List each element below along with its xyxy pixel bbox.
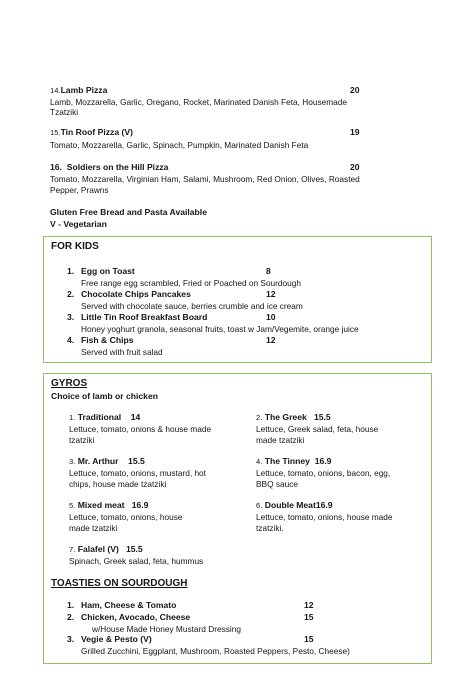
item-number: 14. <box>50 86 61 95</box>
item-price: 16.9 <box>131 500 149 510</box>
menu-item-tin-roof-pizza <box>50 127 133 138</box>
toastie-item-number: 2. <box>67 612 75 622</box>
kids-item-name: Fish & Chips <box>81 335 134 345</box>
item-name: Falafel (V) <box>77 544 119 554</box>
kids-item-description: Served with chocolate sauce, berries crumble and ice cream <box>81 301 303 311</box>
item-description: Tomato, Mozzarella, Virginian Ham, Salami, Mushroom, Red Onion, Olives, Roasted <box>50 174 360 184</box>
item-description: Tomato, Mozzarella, Garlic, Spinach, Pumpkin, Marinated Danish Feta <box>50 140 309 150</box>
gyros-item-double-meat <box>256 500 333 511</box>
item-description: Pepper, Prawns <box>50 185 109 195</box>
item-price: 16.9 <box>314 456 332 466</box>
item-number: 1. <box>69 413 76 422</box>
item-number: 4. <box>256 457 263 466</box>
item-number: 6. <box>256 501 263 510</box>
item-number: 15. <box>50 128 61 137</box>
item-description: made tzatziki <box>256 435 305 445</box>
kids-item-name: Egg on Toast <box>81 266 135 276</box>
item-number: 5. <box>69 501 76 510</box>
item-name: Traditional <box>77 412 122 422</box>
item-name: Mixed meat <box>77 500 125 510</box>
menu-item-soldiers-pizza <box>50 162 168 173</box>
toastie-item-price: 15 <box>304 634 314 644</box>
item-price: 15.5 <box>125 544 143 554</box>
kids-item-number: 2. <box>67 289 75 299</box>
item-price: 19 <box>350 127 360 137</box>
toastie-item-price: 15 <box>304 612 314 622</box>
kids-item-number: 4. <box>67 335 75 345</box>
note-gluten-free: Gluten Free Bread and Pasta Available <box>50 207 207 217</box>
item-description: Spinach, Greek salad, feta, hummus <box>69 556 204 566</box>
kids-item-name: Chocolate Chips Pancakes <box>81 289 191 299</box>
item-name: Mr. Arthur <box>77 456 119 466</box>
item-number: 2. <box>256 413 263 422</box>
item-number: 16. <box>50 162 62 172</box>
item-description: tzatziki. <box>256 523 284 533</box>
kids-item-number: 3. <box>67 312 75 322</box>
gyros-item-traditional <box>69 412 140 423</box>
kids-item-price: 8 <box>266 266 271 276</box>
item-name: Soldiers on the Hill Pizza <box>66 162 169 172</box>
item-name: Lamb Pizza <box>60 85 108 95</box>
item-number: 7. <box>69 545 76 554</box>
item-description: made tzatziki <box>69 523 118 533</box>
item-description: Lettuce, tomato, onions, house <box>69 512 183 522</box>
kids-item-description: Free range egg scrambled, Fried or Poached on Sourdough <box>81 278 302 288</box>
gyros-item-the-tinney <box>256 456 331 467</box>
gyros-item-mr-arthur <box>69 456 145 467</box>
item-description: Lettuce, Greek salad, feta, house <box>256 424 379 434</box>
kids-item-price: 12 <box>266 289 276 299</box>
toastie-item-number: 3. <box>67 634 75 644</box>
item-price: 16.9 <box>315 500 333 510</box>
kids-item-price: 10 <box>266 312 276 322</box>
item-description: tzatziki <box>69 435 95 445</box>
toastie-item-name: Chicken, Avocado, Cheese <box>81 612 191 622</box>
item-description: Lettuce, tomato, onions, bacon, egg, <box>256 468 391 478</box>
toastie-item-price: 12 <box>304 600 314 610</box>
kids-item-price: 12 <box>266 335 276 345</box>
kids-item-name: Little Tin Roof Breakfast Board <box>81 312 208 322</box>
item-price: 20 <box>350 85 360 95</box>
item-name: The Greek <box>264 412 307 422</box>
toastie-item-description: Grilled Zucchini, Eggplant, Mushroom, Roasted Peppers, Pesto, Cheese) <box>81 646 350 656</box>
item-number: 3. <box>69 457 76 466</box>
item-price: 15.5 <box>313 412 331 422</box>
item-description: Tzatziki <box>50 107 79 117</box>
note-vegetarian: V - Vegetarian <box>50 219 107 229</box>
gyros-title: GYROS <box>51 378 88 389</box>
item-name: Tin Roof Pizza (V) <box>60 127 133 137</box>
kids-title: FOR KIDS <box>51 241 99 252</box>
gyros-item-mixed-meat <box>69 500 148 511</box>
kids-item-description: Honey yoghurt granola, seasonal fruits, toast w Jam/Vegemite, orange juice <box>81 324 359 334</box>
item-price: 14 <box>130 412 141 422</box>
item-description: Lettuce, tomato, onions, house made <box>256 512 393 522</box>
menu-item-lamb-pizza <box>50 85 107 96</box>
item-description: Lamb, Mozzarella, Garlic, Oregano, Rocket, Marinated Danish Feta, Housemade <box>50 97 347 107</box>
item-description: chips, house made tzatziki <box>69 479 167 489</box>
item-name: The Tinney <box>264 456 310 466</box>
item-price: 15.5 <box>128 456 145 466</box>
toastie-item-number: 1. <box>67 600 75 610</box>
toasties-title: TOASTIES ON SOURDOUGH <box>51 578 188 589</box>
gyros-item-falafel <box>69 544 143 555</box>
item-description: Lettuce, tomato, onions & house made <box>69 424 212 434</box>
item-price: 20 <box>350 162 360 172</box>
toastie-item-name: Vegie & Pesto (V) <box>81 634 152 644</box>
kids-item-description: Served with fruit salad <box>81 347 163 357</box>
item-name: Double Meat <box>264 500 316 510</box>
toastie-item-name: Ham, Cheese & Tomato <box>81 600 177 610</box>
gyros-subtitle: Choice of lamb or chicken <box>51 391 158 401</box>
gyros-item-the-greek <box>256 412 331 423</box>
toastie-item-description: w/House Made Honey Mustard Dressing <box>92 624 241 634</box>
item-description: BBQ sauce <box>256 479 298 489</box>
kids-item-number: 1. <box>67 266 75 276</box>
item-description: Lettuce, tomato, onions, mustard, hot <box>69 468 206 478</box>
